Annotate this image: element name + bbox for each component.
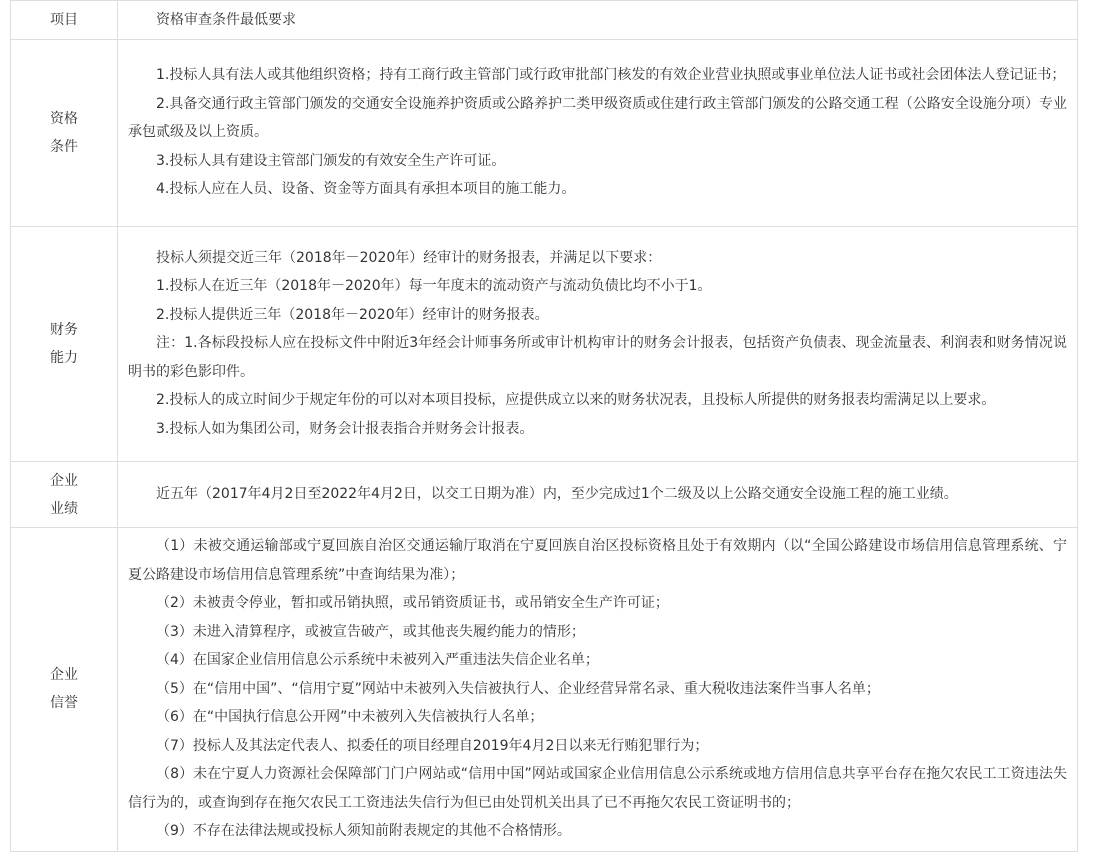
paragraph: （4）在国家企业信用信息公示系统中未被列入严重违法失信企业名单； [156,652,599,668]
label-line: 企业 [50,472,78,489]
paragraph: 3.投标人具有建设主管部门颁发的有效安全生产许可证。 [156,152,506,169]
paragraph: （8）未在宁夏人力资源社会保障部门门户网站或“信用中国”网站或国家企业信用信息公示系统或地方信用信息共享平台存在拖欠农民工工资违法失信行为的，或查询到存在拖欠农民工工资违法失信行为但已由处罚机关出具了已不再拖欠农民工资证明书的； [128,766,1067,811]
header-requirements-text: 资格审查条件最低要求 [156,11,296,28]
label-line: 信誉 [50,695,78,712]
paragraph: （5）在“信用中国”、“信用宁夏”网站中未被列入失信被执行人、企业经营异常名录、重大税收违法案件当事人名单； [156,680,880,697]
table-row-reputation [11,528,1078,852]
paragraph: 投标人须提交近三年（2018年－2020年）经审计的财务报表，并满足以下要求： [156,249,662,266]
paragraph: （6）在“中国执行信息公开网”中未被列入失信被执行人名单； [156,709,544,725]
table-row-qualification [11,40,1078,227]
paragraph: 1.投标人在近三年（2018年－2020年）每一年度末的流动资产与流动负债比均不小于1。 [156,278,712,295]
table-row-finance [11,227,1078,462]
label-line: 财务 [50,322,78,338]
paragraph: （1）未被交通运输部或宁夏回族自治区交通运输厅取消在宁夏回族自治区投标资格且处于有效期内（以“全国公路建设市场信用信息管理系统、宁夏公路建设市场信用信息管理系统”中查询结果为准）； [128,538,1067,583]
header-project: 项目 [11,1,118,40]
paragraph: 2.投标人提供近三年（2018年－2020年）经审计的财务报表。 [156,306,549,323]
qualification-table [10,0,1078,852]
row-content-qualification [118,40,1078,227]
paragraph: 注：1.各标段投标人应在投标文件中附近3年经会计师事务所或审计机构审计的财务会计报表，包括资产负债表、现金流量表、利润表和财务情况说明书的彩色影印件。 [128,335,1067,380]
paragraph: 2.具备交通行政主管部门颁发的交通安全设施养护资质或公路养护二类甲级资质或住建行政主管部门颁发的公路交通工程（公路安全设施分项）专业承包贰级及以上资质。 [128,95,1067,141]
paragraph: 3.投标人如为集团公司，财务会计报表指合并财务会计报表。 [156,420,534,437]
row-content-finance [118,227,1078,462]
label-line: 能力 [50,350,78,366]
header-requirements [118,1,1078,40]
paragraph: （3）未进入清算程序，或被宣告破产，或其他丧失履约能力的情形； [156,623,585,640]
requirements-document [10,0,1078,852]
label-line: 资格 [50,111,78,127]
paragraph: 2.投标人的成立时间少于规定年份的可以对本项目投标，应提供成立以来的财务状况表，且投标人所提供的财务报表均需满足以上要求。 [156,392,996,409]
label-line: 企业 [50,667,78,684]
row-content-performance [118,462,1078,528]
row-label-reputation [11,528,118,852]
table-header-row [11,1,1078,40]
label-line: 条件 [50,139,78,155]
paragraph: （9）不存在法律法规或投标人须知前附表规定的其他不合格情形。 [156,823,571,839]
row-label-qualification [11,40,118,227]
paragraph: （7）投标人及其法定代表人、拟委任的项目经理自2019年4月2日以来无行贿犯罪行为； [156,737,709,754]
paragraph: 4.投标人应在人员、设备、资金等方面具有承担本项目的施工能力。 [156,181,576,198]
paragraph: 近五年（2017年4月2日至2022年4月2日，以交工日期为准）内，至少完成过1个二级及以上公路交通安全设施工程的施工业绩。 [156,485,958,502]
row-label-performance [11,462,118,528]
table-row-performance [11,462,1078,528]
row-label-finance [11,227,118,462]
row-content-reputation [118,528,1078,852]
paragraph: （2）未被责令停业，暂扣或吊销执照，或吊销资质证书，或吊销安全生产许可证； [156,595,669,611]
label-line: 业绩 [50,500,78,517]
paragraph: 1.投标人具有法人或其他组织资格；持有工商行政主管部门或行政审批部门核发的有效企业营业执照或事业单位法人证书或社会团体法人登记证书； [156,67,1066,84]
